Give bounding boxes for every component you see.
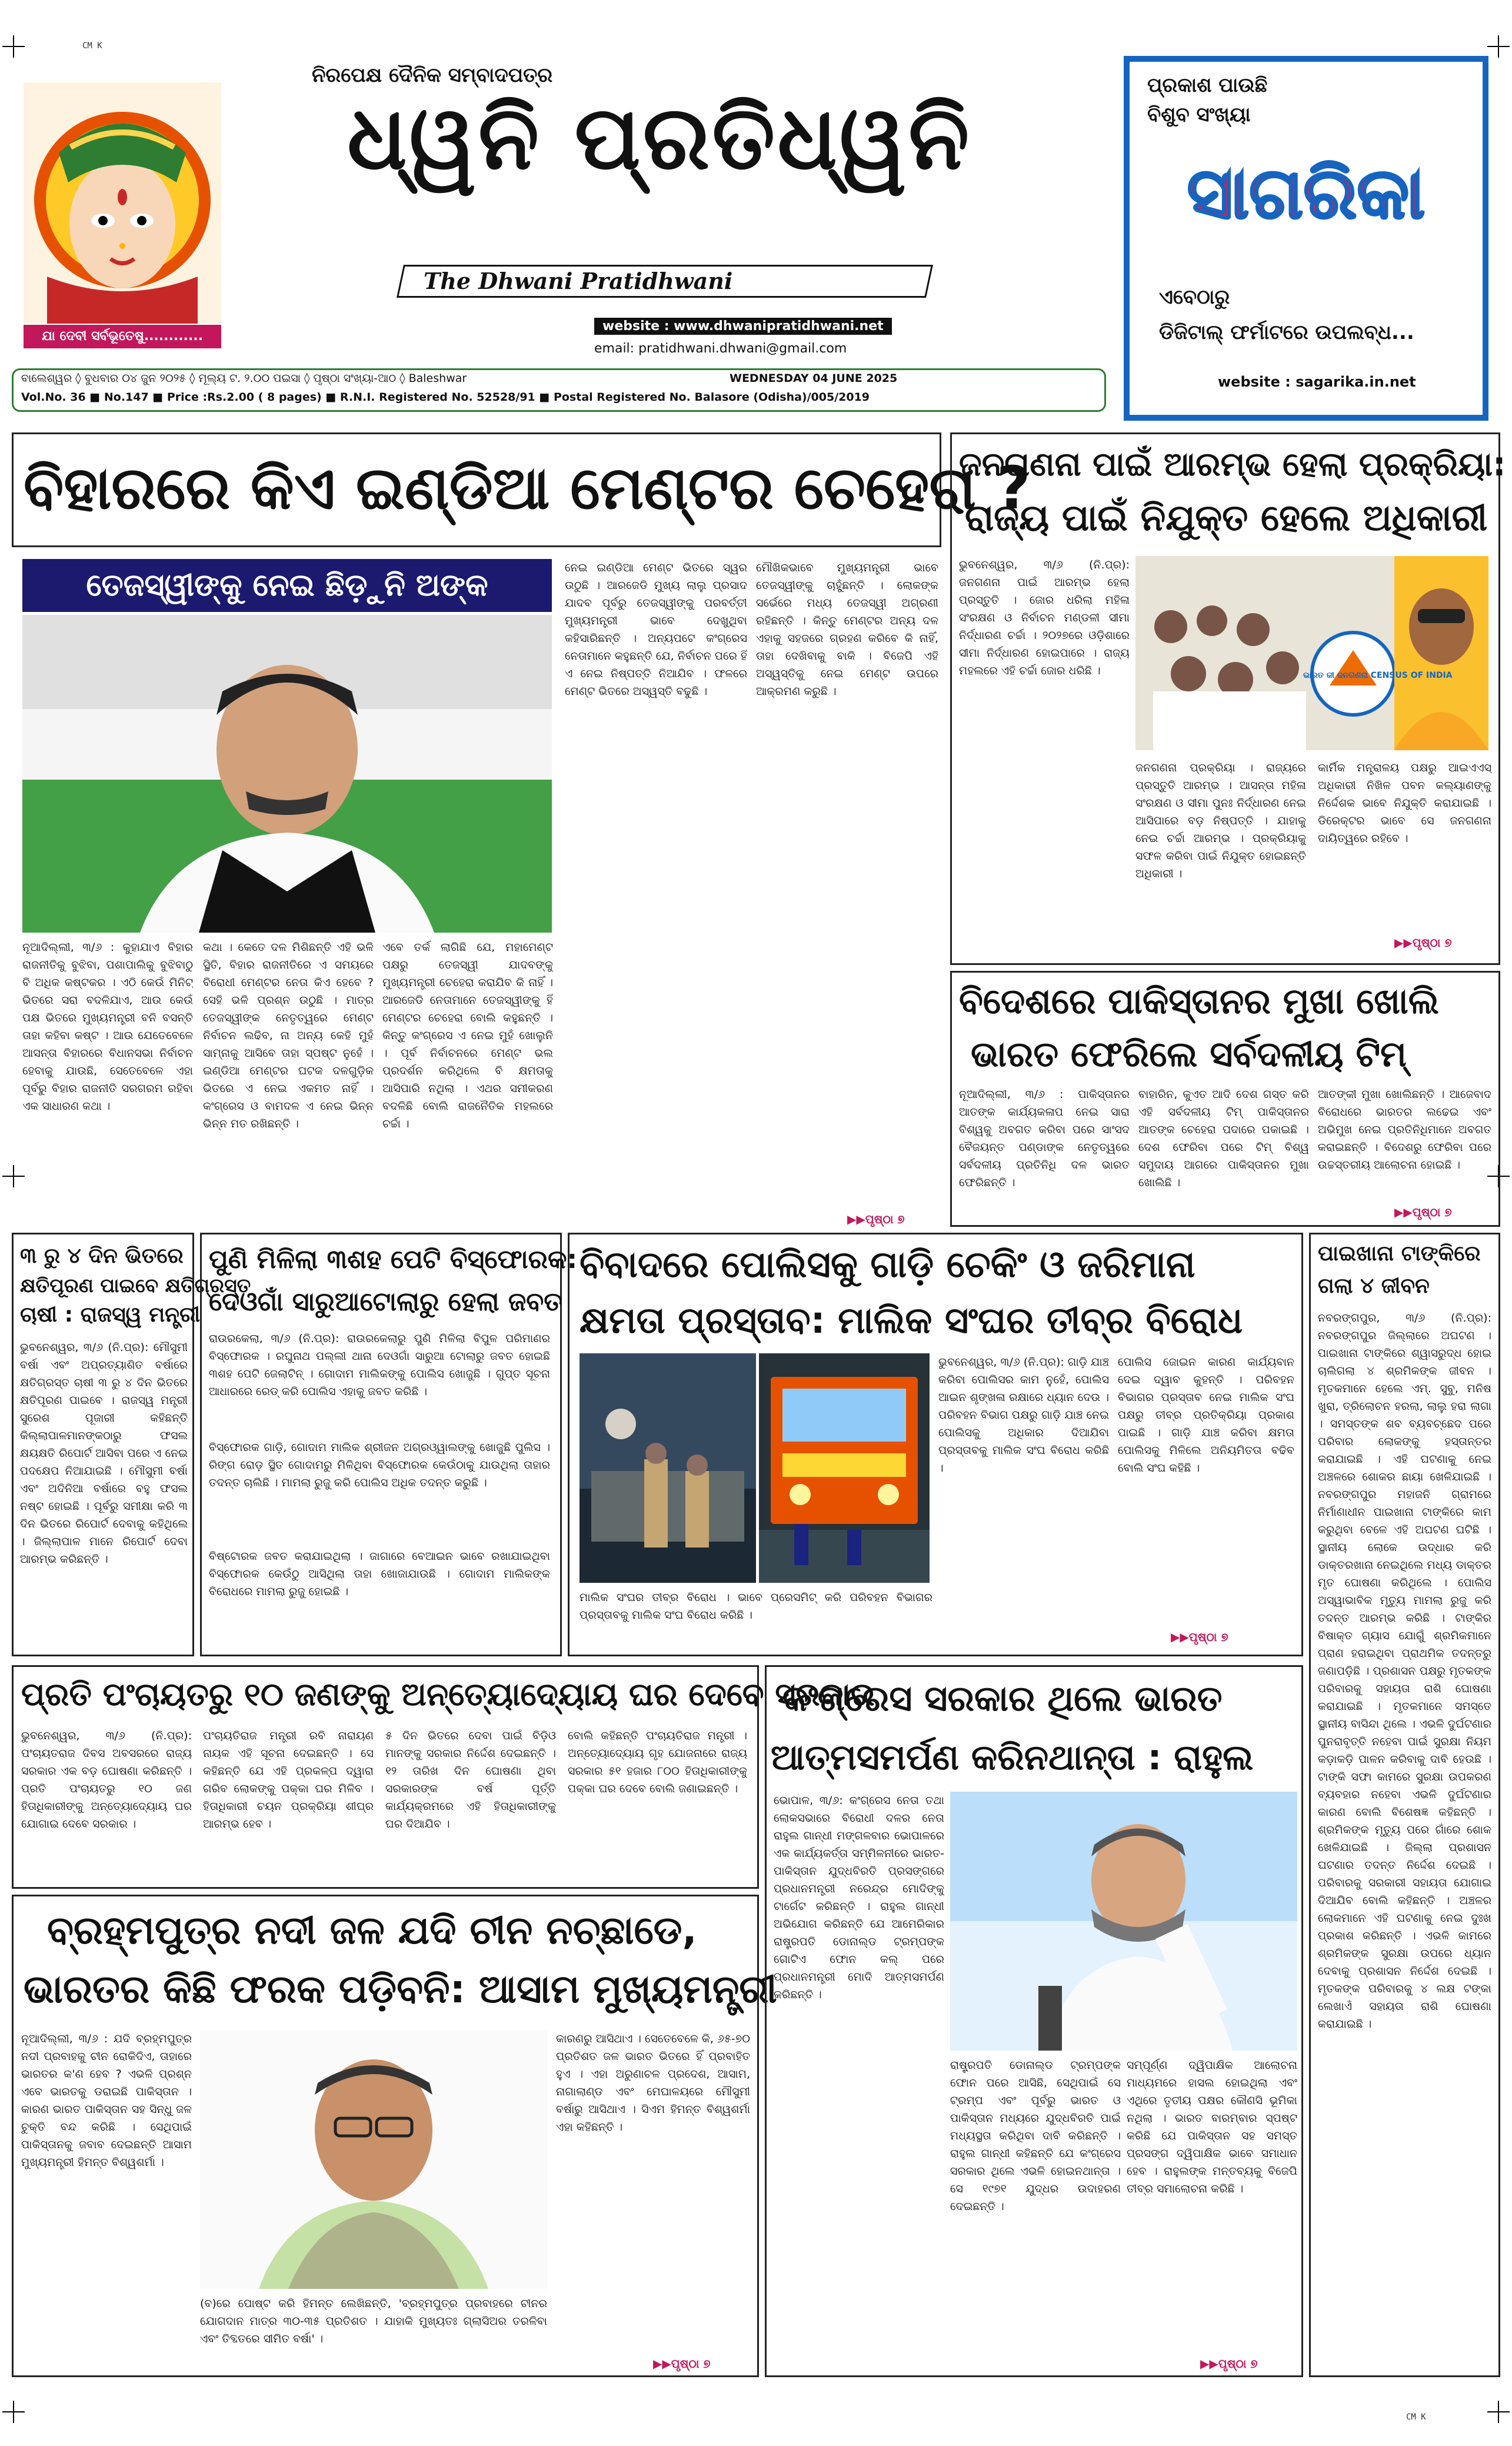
police-headline-line1: ବିବାଦରେ ପୋଲିସକୁ ଗାଡ଼ି ଚେକିଂ ଓ ଜରିମାନା bbox=[580, 1243, 1195, 1286]
sagarika-ad bbox=[1124, 56, 1488, 421]
rahul-headline-line1: କଂଗ୍ରେସ ସରକାର ଥିଲେ ଭାରତ bbox=[782, 1678, 1223, 1719]
bihar-col3: ଏବେ ତର୍କ ଲାଗିଛି ଯେ, ମହାମେଣ୍ଟ ପକ୍ଷରୁ ତେଜସ୍ୱୀ ଯାଦବଙ୍କୁ ମୁଖ୍ୟମନ୍ତ୍ରୀ ଚେହେରା କରାଯିବ କି ନାହିଁ । ଆରଜେଡି ନେତାମାନେ ତେଜସ୍ୱୀଙ୍କୁ ହିଁ ମେଣ୍ଟର ଚେହେରା ବୋଲି କହୁଛନ୍ତି । କିନ୍ତୁ କଂଗ୍ରେସ ଏ ନେଇ ମୁହଁ ଖୋଲୁନି । ପୂର୍ବ ନିର୍ବାଚନରେ ମେଣ୍ଟ ଭଲ ପ୍ରଦର୍ଶନ କରିଥିଲେ ବି କ୍ଷମତାକୁ ଆସିପାରି ନଥିଲା । ଏଥର ସମୀକରଣ ବଦଳିଛି ବୋଲି ରାଜନୈତିକ ମହଲରେ ଚର୍ଚ୍ଚା । bbox=[382, 941, 553, 1130]
sagarika-ad-line3: ଏବେଠାରୁ bbox=[1159, 285, 1230, 309]
registration-mark-top-left bbox=[2, 35, 25, 58]
pakistan-jump[interactable]: ▶▶ପୃଷ୍ଠା ୭ bbox=[1394, 1205, 1452, 1219]
tejashwi-photo bbox=[22, 615, 552, 933]
dateline-english: WEDNESDAY 04 JUNE 2025 bbox=[730, 372, 898, 385]
housing-headline: ପ୍ରତି ପଂଚାୟତରୁ ୧୦ ଜଣଙ୍କୁ ଅନ୍ତ୍ୟୋଦ୍ୟୋୟ ଘର ଦେବେ ସରକାର bbox=[21, 1676, 875, 1713]
toilet-body: ନବରଙ୍ଗପୁର, ୩/୬ (ନି.ପ୍ର): ନବରଙ୍ଗପୁର ଜିଲ୍ଲାରେ ଅଘଟଣ । ପାଇଖାନା ଟାଙ୍କିରେ ଶ୍ୱାସରୁଦ୍ଧ ହୋଇ ଚାଲିଗଲା ୪ ଶ୍ରମିକଙ୍କ ଜୀବନ । ମୃତକମାନେ ହେଲେ ଏମ୍. ସୁବୁ, ମନିଷ ଖୁରା, ତ୍ରିଲୋଚନ ହରଲା, ଲାଲୁ ହରା ଲାଗା । ସମସ୍ତଙ୍କ ଶବ ବ୍ୟବଚ୍ଛେଦ ପରେ ପରିବାର ଲୋକଙ୍କୁ ହସ୍ତାନ୍ତର କରାଯାଇଛି । ଏହି ଘଟଣାକୁ ନେଇ ଅଞ୍ଚଳରେ ଶୋକର ଛାୟା ଖେଳିଯାଇଛି । ନବରଙ୍ଗପୁର ମହାଜନି ଗ୍ରାମରେ ନିର୍ମାଣାଧୀନ ପାଇଖାନା ଟାଙ୍କିରେ କାମ କରୁଥିବା ବେଳେ ଏହି ଅଘଟଣ ଘଟିଛି । ସ୍ଥାନୀୟ ଲୋକେ ଉଦ୍ଧାର କରି ଡାକ୍ତରଖାନା ନେଇଥିଲେ ମଧ୍ୟ ଡାକ୍ତର ମୃତ ଘୋଷଣା କରିଥିଲେ । ପୋଲିସ ଅସ୍ୱାଭାବିକ ମୃତ୍ୟୁ ମାମଲା ରୁଜୁ କରି ତଦନ୍ତ ଆରମ୍ଭ କରିଛି । ଟାଙ୍କିର ବିଷାକ୍ତ ଗ୍ୟାସ ଯୋଗୁଁ ଶ୍ରମିକମାନେ ପ୍ରାଣ ହରାଇଥିବା ପ୍ରାଥମିକ ତଦନ୍ତରୁ ଜଣାପଡ଼ିଛି । ପ୍ରଶାସନ ପକ୍ଷରୁ ମୃତକଙ୍କ ପରିବାରକୁ ସହାୟତା ରାଶି ଘୋଷଣା କରାଯାଇଛି । ମୃତକମାନେ ସମସ୍ତେ ସ୍ଥାନୀୟ ବାସିନ୍ଦା ଥିଲେ । ଏଭଳି ଦୁର୍ଘଟଣାର ପୁନରାବୃତ୍ତି ନହେବା ପାଇଁ ସୁରକ୍ଷା ନିୟମ କଡ଼ାକଡ଼ି ପାଳନ କରିବାକୁ ଦାବି ହେଉଛି । ଟାଙ୍କି ସଫା କାମରେ ସୁରକ୍ଷା ଉପକରଣ ବ୍ୟବହାର ନହେବା ଏଭଳି ଦୁର୍ଘଟଣାର କାରଣ ବୋଲି ବିଶେଷଜ୍ଞ କହିଛନ୍ତି । ଶ୍ରମିକଙ୍କ ମୃତ୍ୟୁ ପରେ ଗାଁରେ ଶୋକ ଖେଳିଯାଇଛି । ଜିଲ୍ଲା ପ୍ରଶାସନ ଘଟଣାର ତଦନ୍ତ ନିର୍ଦ୍ଦେଶ ଦେଇଛି । ପରିବାରକୁ ସରକାରୀ ସହାୟତା ଯୋଗାଇ ଦିଆଯିବ ବୋଲି କହିଛନ୍ତି । ଅଞ୍ଚଳର ଲୋକମାନେ ଏହି ଘଟଣାକୁ ନେଇ ଦୁଃଖ ପ୍ରକାଶ କରିଛନ୍ତି । ଏଭଳି କାମରେ ଶ୍ରମିକଙ୍କ ସୁରକ୍ଷା ଉପରେ ଧ୍ୟାନ ଦେବାକୁ ପ୍ରଶାସନ ନିର୍ଦ୍ଦେଶ ଦେଇଛି । ମୃତକଙ୍କ ପରିବାରକୁ ୪ ଲକ୍ଷ ଟଙ୍କା ଲେଖାଏଁ ସହାୟତା ରାଶି ଘୋଷଣା କରାଯାଇଛି । bbox=[1318, 1312, 1491, 2031]
census-col2: ଜନଗଣନା ପ୍ରକ୍ରିୟା । ରାଜ୍ୟରେ ପ୍ରସ୍ତୁତି ଆରମ୍ଭ । ଆସନ୍ତା ମହିଳା ସଂରକ୍ଷଣ ଓ ସୀମା ପୁନଃ ନିର୍ଦ୍ଧାରଣ ନେଇ ଆସିପାରେ ବଡ଼ ନିଷ୍ପତ୍ତି । ଯାହାକୁ ନେଇ ଚର୍ଚ୍ଚା ଆରମ୍ଭ । ପ୍ରକ୍ରିୟାକୁ ସଫଳ କରିବା ପାଇଁ ନିଯୁକ୍ତ ହୋଇଛନ୍ତି ଅଧିକାରୀ । bbox=[1135, 761, 1306, 880]
pakistan-col2: ବାହାରିନ, କୁଏତ ଆଦି ଦେଶ ଗସ୍ତ କରି ଏହି ସର୍ବଦଳୀୟ ଟିମ୍ ପାକିସ୍ତାନର ଆତଙ୍କ ଚେହେରା ପଦାରେ ପକାଇଛି । ଦେଶ ଫେରିବା ପରେ ଟିମ୍ ବିଶ୍ୱ ସମୁଦାୟ ଆଗରେ ପାକିସ୍ତାନର ମୁଖା ଖୋଲିଛି । bbox=[1138, 1088, 1309, 1189]
census-col3: କାର୍ମିକ ମନ୍ତ୍ରାଳୟ ପକ୍ଷରୁ ଆଇଏଏସ୍ ଅଧିକାରୀ ନିଖିଳ ପବନ କଲ୍ୟାଣଙ୍କୁ ନିର୍ଦ୍ଦେଶକ ଭାବେ ନିଯୁକ୍ତି କରାଯାଇଛି । ଡିରେକ୍ଟର ଭାବେ ସେ ଜନଗଣନା ଦାୟିତ୍ୱରେ ରହିବେ । bbox=[1318, 761, 1491, 845]
toilet-headline-line1: ପାଇଖାନା ଟାଙ୍କିରେ bbox=[1318, 1242, 1481, 1266]
brahmaputra-jump[interactable]: ▶▶ପୃଷ୍ଠା ୭ bbox=[653, 2357, 711, 2371]
masthead-email[interactable]: email: pratidhwani.dhwani@gmail.com bbox=[594, 341, 847, 356]
housing-col4: ବୋଲି କହିଛନ୍ତି ପଂଚାୟତିରାଜ ମନ୍ତ୍ରୀ । ଅନ୍ତ୍ୟୋଦ୍ୟୋୟ ଗୃହ ଯୋଜନାରେ ରାଜ୍ୟ ସରକାର ୫୧ ହଜାର ୮୦୦ ହିତାଧିକାରୀଙ୍କୁ ପକ୍କା ଘର ଦେବେ ବୋଲି ଜଣାଇଛନ୍ତି । bbox=[568, 1729, 747, 1795]
bihar-col4: ନେଇ ଇଣ୍ଡିଆ ମେଣ୍ଟ ଭିତରେ ସ୍ୱର ଉଠୁଛି । ଆରଜେଡି ମୁଖ୍ୟ ଲାଲୁ ପ୍ରସାଦ ଯାଦବ ପୂର୍ବରୁ ତେଜସ୍ୱୀଙ୍କୁ ପରବର୍ତ୍ତୀ ମୁଖ୍ୟମନ୍ତ୍ରୀ ଭାବେ ଦେଖୁଥିବା କହିସାରିଛନ୍ତି । ଅନ୍ୟପଟେ କଂଗ୍ରେସ ନେତାମାନେ କହୁଛନ୍ତି ଯେ, ନିର୍ବାଚନ ପରେ ହିଁ ଏ ନେଇ ନିଷ୍ପତ୍ତି ନିଆଯିବ । ଫଳରେ ମେଣ୍ଟ ଭିତରେ ଅସ୍ୱସ୍ତି ବଢୁଛି । bbox=[565, 561, 747, 698]
blast-col1: ରାଉରକେଲା, ୩/୬ (ନି.ପ୍ର): ରାଉରକେଲାରୁ ପୁଣି ମିଳିଲା ବିପୁଳ ପରିମାଣର ବିସ୍ଫୋରକ । ରଘୁନାଥ ପଲ୍ଲୀ ଥାନା ଦେଓଗାଁ ସାରୁଆ ଟୋଲାରୁ ଜବତ ହୋଇଛି ୩ଶହ ପେଟି ଜେଲାଟିନ୍ । ଗୋଦାମ ମାଲିକଙ୍କୁ ପୋଲିସ ଖୋଜୁଛି । ଗୁପ୍ତ ସୂଚନା ଆଧାରରେ ରେଡ୍ କରି ପୋଲିସ ଏହାକୁ ଜବତ କରିଛି । bbox=[209, 1332, 550, 1398]
farmer-headline-line1: ୩ ରୁ ୪ ଦିନ ଭିତରେ bbox=[20, 1244, 184, 1268]
police-checking-photo bbox=[580, 1353, 756, 1583]
rahul-col3: ସମ୍ପୂର୍ଣ୍ଣ ଦ୍ୱିପାକ୍ଷିକ ଆଲୋଚନା ମାଧ୍ୟମରେ ହାସଲ ହୋଇଥିଲା ଏବଂ ଏଥିରେ ତୃତୀୟ ପକ୍ଷର କୌଣସି ଭୂମିକା ନଥିଲା । ଭାରତ ବାରମ୍ବାର ସ୍ପଷ୍ଟ କରିଛି ଯେ ପାକିସ୍ତାନ ସହ ସମସ୍ତ ପ୍ରସଙ୍ଗ ଦ୍ୱିପାକ୍ଷିକ ଭାବେ ସମାଧାନ ହେବ । ରାହୁଲଙ୍କ ମନ୍ତବ୍ୟକୁ ବିଜେପି ତୀବ୍ର ସମାଲୋଚନା କରିଛି । bbox=[1127, 2059, 1297, 2195]
police-jump[interactable]: ▶▶ପୃଷ୍ଠା ୭ bbox=[1171, 1630, 1228, 1644]
bihar-col2: କଥା । କେତେ ଦଳ ମିଶିଛନ୍ତି ଏହି ଭଳି ସ୍ଥିତି, ବିହାର ରାଜନୀତିରେ ଏ ସମୟରେ ବିରୋଧୀ ମେଣ୍ଟର ନେତା କିଏ ହେବେ ? ସେହି ଭଳି ପ୍ରଶ୍ନ ଉଠୁଛି । ମାତ୍ର ତେଜସ୍ୱୀଙ୍କ ନେତୃତ୍ୱରେ ମେଣ୍ଟ ନିର୍ବାଚନ ଲଢିବ, ନା ଅନ୍ୟ କେହି ମୁହଁ ସାମ୍ନାକୁ ଆସିବେ ତାହା ସ୍ପଷ୍ଟ ନୁହେଁ । ଇଣ୍ଡିଆ ମେଣ୍ଟର ଘଟକ ଦଳଗୁଡ଼ିକ ଭିତରେ ଏ ନେଇ ଏକମତ ନାହିଁ । କଂଗ୍ରେସ ଓ ବାମଦଳ ଏ ନେଇ ଭିନ୍ନ ଭିନ୍ନ ମତ ରଖିଛନ୍ତି । bbox=[203, 941, 374, 1130]
police-caption: ମାଲିକ ସଂଘର ତୀବ୍ର ବିରୋଧ । ଭାବେ ପ୍ରେସମିଟ୍ କରି ପରିବହନ ବିଭାଗର ପ୍ରସ୍ତାବକୁ ମାଲିକ ସଂଘ ବିରୋଧ କରିଛି । bbox=[580, 1591, 932, 1622]
rahul-photo bbox=[950, 1792, 1297, 2051]
sagarika-ad-line1: ପ୍ରକାଶ ପାଉଛି bbox=[1147, 74, 1268, 97]
housing-col2: ପଂଚାୟତିରାଜ ମନ୍ତ୍ରୀ ରବି ନାରାୟଣ ନାୟକ ଏହି ସୂଚନା ଦେଇଛନ୍ତି । ସେ କହିଛନ୍ତି ଯେ ଏହି ପ୍ରକଳ୍ପ ଦ୍ୱାରା ଗରିବ ଲୋକଙ୍କୁ ପକ୍କା ଘର ମିଳିବ । ହିତାଧିକାରୀ ଚୟନ ପ୍ରକ୍ରିୟା ଶୀଘ୍ର ଆରମ୍ଭ ହେବ । bbox=[203, 1729, 374, 1831]
blast-headline-line1: ପୁଣି ମିଳିଲା ୩ଶହ ପେଟି ବିସ୍ଫୋରକ: bbox=[209, 1244, 578, 1274]
blast-headline-line2: ଦେଓଗାଁ ସାରୁଆଟୋଲାରୁ ହେଲା ଜବତ bbox=[209, 1287, 562, 1317]
census-logo-text: ଭାରତ କୀ ଜନଗଣନା CENSUS OF INDIA bbox=[1303, 671, 1453, 680]
rahul-col1: ଭୋପାଳ, ୩/୬: କଂଗ୍ରେସ ନେତା ତଥା ଲୋକସଭାରେ ବିରୋଧୀ ଦଳର ନେତା ରାହୁଲ ଗାନ୍ଧୀ ମଙ୍ଗଳବାର ଭୋପାଳରେ ଏକ କାର୍ଯ୍ୟକର୍ତ୍ତା ସମ୍ମିଳନୀରେ ଭାରତ-ପାକିସ୍ତାନ ଯୁଦ୍ଧବିରତି ପ୍ରସଙ୍ଗରେ ପ୍ରଧାନମନ୍ତ୍ରୀ ନରେନ୍ଦ୍ର ମୋଦିଙ୍କୁ ଟାର୍ଗେଟ କରିଛନ୍ତି । ରାହୁଲ ଗାନ୍ଧୀ ଅଭିଯୋଗ କରିଛନ୍ତି ଯେ ଆମେରିକାର ରାଷ୍ଟ୍ରପତି ଡୋନାଲ୍ଡ ଟ୍ରମ୍ପଙ୍କ ଗୋଟିଏ ଫୋନ କଲ୍ ପରେ ପ୍ରଧାନମନ୍ତ୍ରୀ ମୋଦି ଆତ୍ମସମର୍ପଣ କରିଛନ୍ତି । bbox=[774, 1794, 944, 2001]
housing-col3: ୫ ଦିନ ଭିତରେ ଦେବା ପାଇଁ ବିଡ଼ିଓ ମାନଙ୍କୁ ସରକାର ନିର୍ଦ୍ଦେଶ ଦେଇଛନ୍ତି । ୧୨ ତାରିଖ ଦିନ ଘୋଷଣା ଥିବା ସରକାରଙ୍କ ବର୍ଷ ପୂର୍ତ୍ତି କାର୍ଯ୍ୟକ୍ରମରେ ଏହି ହିତାଧିକାରୀଙ୍କୁ ଘର ଦିଆଯିବ । bbox=[385, 1729, 556, 1831]
sagarika-website[interactable]: website : sagarika.in.net bbox=[1218, 374, 1416, 390]
farmer-headline-line3: ଚାଷୀ : ରାଜସ୍ୱ ମନ୍ତ୍ରୀ bbox=[20, 1303, 201, 1327]
rahul-jump[interactable]: ▶▶ପୃଷ୍ଠା ୭ bbox=[1200, 2357, 1258, 2371]
brahmaputra-col1: ନୂଆଦିଲ୍ଲୀ, ୩/୬ : ଯଦି ବ୍ରହ୍ମପୁତ୍ର ନଦୀ ପ୍ରବାହକୁ ଚୀନ ରୋକିଦିଏ, ତାହାରେ ଭାରତର କ'ଣ ହେବ ? ଏଭଳି ପ୍ରଶ୍ନ ଏବେ ଭାରତକୁ ଡରାଇଛି ପାକିସ୍ତାନ । କାରଣ ଭାରତ ପାକିସ୍ତାନ ସହ ସିନ୍ଧୁ ଜଳ ଚୁକ୍ତି ବନ୍ଦ କରିଛି । ସେଥିପାଇଁ ପାକିସ୍ତାନକୁ ଜବାବ ଦେଇଛନ୍ତି ଆସାମ ମୁଖ୍ୟମନ୍ତ୍ରୀ ହିମନ୍ତ ବିଶ୍ୱଶର୍ମା । bbox=[21, 2032, 192, 2169]
police-col1: ଭୁବନେଶ୍ୱର, ୩/୬ (ନି.ପ୍ର): ଗାଡ଼ି ଯାଞ୍ଚ କରିବା ପୋଲିସର କାମ ନୁହେଁ, ପୋଲିସ ଆଇନ ଶୃଙ୍ଖଳା ରକ୍ଷାରେ ଧ୍ୟାନ ଦେଉ । ପରିବହନ ବିଭାଗ ପକ୍ଷରୁ ଗାଡ଼ି ଯାଞ୍ଚ ନେଇ ପୋଲିସକୁ ଅଧିକାର ଦିଆଯିବା ପ୍ରସ୍ତାବକୁ ମାଲିକ ସଂଘ ବିରୋଧ କରିଛି । bbox=[938, 1356, 1109, 1475]
pakistan-col1: ନୂଆଦିଲ୍ଲୀ, ୩/୬ : ପାକିସ୍ତାନର ଆତଙ୍କ କାର୍ଯ୍ୟକଳାପ ନେଇ ସାରା ବିଶ୍ୱକୁ ଅବଗତ କରିବା ପରେ ସାଂସଦ ବୈଜୟନ୍ତ ପଣ୍ଡାଙ୍କ ନେତୃତ୍ୱରେ ସର୍ବଦଳୀୟ ପ୍ରତିନିଧି ଦଳ ଭାରତ ଫେରିଛନ୍ତି । bbox=[959, 1088, 1130, 1189]
bihar-col1: ନୂଆଦିଲ୍ଲୀ, ୩/୬ : କୁହାଯାଏ ବିହାର ରାଜନୀତିକୁ ବୁଝିବା, ପଶାପାଲିକୁ ବୁଝିବାଠୁ ବି ଅଧିକ କଷ୍ଟକର । ଏଠି କେଉଁ ମିନିଟ୍ ଭିତରେ ସରା ବଦଳିଯାଏ, ଆଉ କେଉଁ ପକ୍ଷ ଭିତରେ ମୁଖ୍ୟମନ୍ତ୍ରୀ ବନି ବସନ୍ତି ତାହା କହିବା କଷ୍ଟ । ଆଉ ଯେତେବେଳେ ଆସନ୍ତା ବିହାରରେ ବିଧାନସଭା ନିର୍ବାଚନ ହେବାକୁ ଯାଉଛି, ସେତେବେଳେ ଏହା ପୂର୍ବରୁ ବିହାର ରାଜନୀତି ସରଗରମ ରହିବା ଏକ ସାଧାରଣ କଥା । bbox=[22, 941, 193, 1113]
housing-col1: ଭୁବନେଶ୍ୱର, ୩/୬ (ନି.ପ୍ର): ପଂଚାୟତରାଜ ଦିବସ ଅବସରରେ ରାଜ୍ୟ ସରକାର ଏକ ବଡ଼ ଘୋଷଣା କରିଛନ୍ତି । ପ୍ରତି ପଂଚାୟତରୁ ୧୦ ଜଣ ହିତାଧିକାରୀଙ୍କୁ ଅନ୍ତ୍ୟୋଦ୍ୟୋୟ ଘର ଯୋଗାଇ ଦେବେ ସରକାର । bbox=[21, 1729, 192, 1831]
goddess-caption: ଯା ଦେବୀ ସର୍ବଭୂତେଷୁ............ bbox=[24, 325, 221, 348]
sagarika-logo: ସାଗରିକା bbox=[1187, 153, 1426, 235]
himanta-photo bbox=[200, 2030, 547, 2289]
bihar-col5: ମୌଖିକଭାବେ ମୁଖ୍ୟମନ୍ତ୍ରୀ ଭାବେ ତେଜସ୍ୱୀଙ୍କୁ ଚାହୁଁଛନ୍ତି । ଲୋକଙ୍କ ସର୍ଭେରେ ମଧ୍ୟ ତେଜସ୍ୱୀ ଅଗ୍ରଣୀ ରହିଛନ୍ତି । କିନ୍ତୁ ମେଣ୍ଟର ଅନ୍ୟ ଦଳ ଏହାକୁ ସହଜରେ ଗ୍ରହଣ କରିବେ କି ନାହିଁ, ତାହା ଦେଖିବାକୁ ବାକି । ବିଜେପି ଏହି ଅସ୍ୱସ୍ତିକୁ ନେଇ ମେଣ୍ଟ ଉପରେ ଆକ୍ରମଣ କରୁଛି । bbox=[756, 561, 938, 698]
sagarika-ad-line2: ବିଶୁବ ସଂଖ୍ୟା bbox=[1147, 103, 1251, 127]
pakistan-col3: ଆତଙ୍କୀ ମୁଖା ଖୋଲିଛନ୍ତି । ଆଜେବାଦ ବିରୋଧରେ ଭାରତର ଲଢେଇ ଏବଂ ଅଭିମୁଖ ନେଇ ପ୍ରତିନିଧିମାନେ ଅବଗତ କରାଇଛନ୍ତି । ବିଦେଶରୁ ଫେରିବା ପରେ ଉଚ୍ଚସ୍ତରୀୟ ଆଲୋଚନା ହୋଇଛି । bbox=[1318, 1088, 1491, 1172]
registration-mark-bottom-right bbox=[1487, 2401, 1510, 2423]
census-headline-line1: ଜନଗଣନା ପାଇଁ ଆରମ୍ଭ ହେଲା ପ୍ରକ୍ରିୟା: bbox=[959, 445, 1506, 484]
blast-col2: ବିସ୍ଫୋରକ ଗାଡ଼ି, ଗୋଦାମ ମାଲିକ ଶ୍ରୀଜନ ଅଗ୍ରଓ୍ୱାଲଙ୍କୁ ଖୋଜୁଛି ପୁଲିସ । ରିଙ୍ଗ ରୋଡ଼ ସ୍ଥିତ ଗୋଦାମରୁ ମିଳିଥିବା ବିସ୍ଫୋରକ କେଉଁଠାକୁ ଯାଉଥିଲା ତାହାର ତଦନ୍ତ ଚାଲିଛି । ମାମଲା ରୁଜୁ କରି ପୋଲିସ ଅଧିକ ତଦନ୍ତ କରୁଛି । bbox=[209, 1441, 550, 1489]
masthead-tagline: ନିରପେକ୍ଷ ଦୈନିକ ସମ୍ବାଦପତ୍ର bbox=[312, 64, 553, 87]
brahmaputra-headline-line1: ବ୍ରହ୍ମପୁତ୍ର ନଦୀ ଜଳ ଯଦି ଚୀନ ନଚ୍ଛାଡେ, bbox=[47, 1908, 697, 1953]
bihar-subhead: ତେଜସ୍ୱୀଙ୍କୁ ନେଇ ଛିଡ଼ୁନି ଅଙ୍କ bbox=[22, 559, 552, 612]
goddess-portrait bbox=[24, 82, 221, 324]
census-headline-line2: ରାଜ୍ୟ ପାଇଁ ନିଯୁକ୍ତ ହେଲେ ଅଧିକାରୀ bbox=[965, 496, 1488, 539]
masthead-title: ଧ୍ୱନି ପ୍ରତିଧ୍ୱନି bbox=[347, 87, 972, 189]
brahmaputra-col2: କାରଣରୁ ଆସିଥାଏ । ସେତେବେଳେ କି, ୬୫-୭୦ ପ୍ରତିଶତ ଜଳ ଭାରତ ଭିତରେ ହିଁ ପ୍ରବାହିତ ହୁଏ । ଏହା ଅରୁଣାଚଳ ପ୍ରଦେଶ, ଆସାମ, ନାଗାଲାଣ୍ଡ ଏବଂ ମେଘାଳୟରେ ମୌସୁମୀ ବର୍ଷାରୁ ଆସିଥାଏ । ସିଏମ ହିମନ୍ତ ବିଶ୍ୱଶର୍ମା ଏହା କହିଛନ୍ତି । bbox=[556, 2032, 750, 2134]
police-headline-line2: କ୍ଷମତା ପ୍ରସ୍ତାବ: ମାଲିକ ସଂଘର ତୀବ୍ର ବିରୋଧ bbox=[580, 1299, 1243, 1342]
brahmaputra-headline-line2: ଭାରତର କିଛି ଫରକ ପଡ଼ିବନି: ଆସାମ ମୁଖ୍ୟମନ୍ତ୍ରୀ bbox=[24, 1966, 777, 2012]
rahul-headline-line2: ଆତ୍ମସମର୍ପଣ କରିନଥାନ୍ତା : ରାହୁଲ bbox=[771, 1737, 1254, 1778]
bihar-headline: ବିହାରରେ କିଏ ଇଣ୍ଡିଆ ମେଣ୍ଟର ଚେହେରା ? bbox=[24, 454, 1031, 523]
police-col2: ପୋଲିସ ଜୋଇନ କାରଣ କାର୍ଯ୍ୟବାନ ଦେଇ ଦ୍ୱାବ କୁହନ୍ତି । ପରିବହନ ବିଭାଗର ପ୍ରସ୍ତାବ ନେଇ ମାଲିକ ସଂଘ ପକ୍ଷରୁ ତୀବ୍ର ପ୍ରତିକ୍ରିୟା ପ୍ରକାଶ ପାଇଛି । ଗାଡ଼ି ଯାଞ୍ଚ କରିବା କ୍ଷମତା ପୋଲିସକୁ ମିଳିଲେ ଅନିୟମିତତା ବଢିବ ବୋଲି ସଂଘ କହିଛି । bbox=[1118, 1356, 1294, 1475]
census-col1: ଭୁବନେଶ୍ୱର, ୩/୬ (ନି.ପ୍ର): ଜନଗଣନା ପାଇଁ ଆରମ୍ଭ ହେଲା ପ୍ରସ୍ତୁତି । ଜୋର ଧରିଲା ମହିଳା ସଂରକ୍ଷଣ ଓ ନିର୍ବାଚନ ମଣ୍ଡଳୀ ସୀମା ନିର୍ଦ୍ଧାରଣ ଚର୍ଚ୍ଚା । ୨୦୨୭ରେ ଓଡ଼ିଶାରେ ସୀମା ନିର୍ଦ୍ଧାରଣ ହୋଇପାରେ । ରାଜ୍ୟ ମହଲରେ ଏହି ଚର୍ଚ୍ଚା ଜୋର ଧରିଛି । bbox=[959, 558, 1130, 677]
registration-line: Vol.No. 36 ■ No.147 ■ Price :Rs.2.00 ( 8 pages) ■ R.N.I. Registered No. 52528/91 ■ Postal Registered No. Balasore (Odisha)/005/2019 bbox=[21, 391, 870, 404]
masthead-website[interactable]: website : www.dhwanipratidhwani.net bbox=[594, 318, 892, 335]
farmer-body: ଭୁବନେଶ୍ୱର, ୩/୬ (ନି.ପ୍ର): ମୌସୁମୀ ବର୍ଷା ଏବଂ ଅପ୍ରତ୍ୟାଶିତ ବର୍ଷାରେ କ୍ଷତିଗ୍ରସ୍ତ ଚାଷୀ ୩ ରୁ ୪ ଦିନ ଭିତରେ କ୍ଷତିପୂରଣ ପାଇବେ । ରାଜସ୍ୱ ମନ୍ତ୍ରୀ ସୁରେଶ ପୂଜାରୀ କହିଛନ୍ତି କିଲ୍ଲାପାଳମାନଙ୍କଠାରୁ ଫସଲ କ୍ଷୟକ୍ଷତି ରିପୋର୍ଟ ଆସିବା ପରେ ଏ ନେଇ ପଦକ୍ଷେପ ନିଆଯାଇଛି । ମୌସୁମୀ ବର୍ଷା ଏବଂ ଅଦିନିଆ ବର୍ଷାରେ ବହୁ ଫସଲ ନଷ୍ଟ ହୋଇଛି । ପୂର୍ବରୁ ସମୀକ୍ଷା କରି ୩ ଦିନ ଭିତରେ ରିପୋର୍ଟ ଦେବାକୁ କହିଥିଲେ । ଜିଲ୍ଲାପାଳ ମାନେ ରିପୋର୍ଟ ଦେବା ଆରମ୍ଭ କରିଛନ୍ତି । bbox=[20, 1341, 188, 1566]
registration-mark-bottom-left bbox=[2, 2401, 25, 2423]
pakistan-headline-line1: ବିଦେଶରେ ପାକିସ୍ତାନର ମୁଖା ଖୋଲି bbox=[959, 981, 1439, 1022]
color-mark-top: CM K bbox=[82, 41, 102, 51]
registration-mark-mid-left bbox=[2, 1165, 25, 1187]
color-mark-bottom: CM K bbox=[1406, 2412, 1426, 2422]
masthead-english-title: The Dhwani Pratidhwani bbox=[424, 268, 733, 294]
bihar-jump[interactable]: ▶▶ପୃଷ୍ଠା ୭ bbox=[847, 1212, 905, 1226]
dateline-odia: ବାଲେଶ୍ୱର ◊ ବୁଧବାର ୦୪ ଜୁନ ୨୦୨୫ ◊ ମୂଲ୍ୟ ଟ. ୨.୦୦ ପଇସା ◊ ପୃଷ୍ଠା ସଂଖ୍ୟା-ଆଠ ◊ Baleshwar bbox=[21, 372, 467, 385]
toilet-headline-line2: ଗଲା ୪ ଜୀବନ bbox=[1318, 1274, 1430, 1298]
pakistan-headline-line2: ଭାରତ ଫେରିଲେ ସର୍ବଦଳୀୟ ଟିମ୍ bbox=[971, 1034, 1407, 1075]
brahmaputra-caption: (ବ)ରେ ପୋଷ୍ଟ କରି ହିମନ୍ତ ଲେଖିଛନ୍ତି, 'ବ୍ରହ୍ମପୁତ୍ର ପ୍ରବାହରେ ଚୀନର ଯୋଗଦାନ ମାତ୍ର ୩୦-୩୫ ପ୍ରତିଶତ । ଯାହାକି ମୁଖ୍ୟତଃ ଗ୍ଲାସିଅର ତରଳିବା ଏବଂ ତିବ୍ଦତରେ ସୀମିତ ବର୍ଷା' । bbox=[200, 2297, 547, 2345]
rahul-col2: ରାଷ୍ଟ୍ରପତି ଡୋନାଲ୍ଡ ଟ୍ରମ୍ପଙ୍କ ଫୋନ ପରେ ଆସିଛି, ସେଥିପାଇଁ ସେ ଟ୍ରମ୍ପ ଏବଂ ପୂର୍ବରୁ ଭାରତ ଓ ପାକିସ୍ତାନ ମଧ୍ୟରେ ଯୁଦ୍ଧବିରତି ପାଇଁ ମଧ୍ୟସ୍ଥତା କରିଥିବା ଦାବି କରିଛନ୍ତି । ରାହୁଲ ଗାନ୍ଧୀ କହିଛନ୍ତି ଯେ କଂଗ୍ରେସ ସରକାର ଥିଲେ ଏଭଳି ହୋଇନଥାନ୍ତା । ସେ ୧୯୭୧ ଯୁଦ୍ଧର ଉଦାହରଣ ଦେଇଛନ୍ତି । bbox=[950, 2059, 1121, 2213]
registration-mark-top-right bbox=[1487, 35, 1510, 58]
farmer-headline-line2: କ୍ଷତିପୂରଣ ପାଇବେ କ୍ଷତିଗ୍ରସ୍ତ bbox=[20, 1274, 251, 1297]
blast-col3: ବିଷ୍ଟୋରକ ଜବତ କରାଯାଇଥିଲା । ଜାଗାରେ ବେଆଇନ ଭାବେ ରଖାଯାଇଥିବା ବିସ୍ଫୋରକ କେଉଁଠୁ ଆସିଥିଲା ତାହା ଖୋଜାଯାଉଛି । ଗୋଦାମ ମାଲିକଙ୍କ ବିରୋଧରେ ମାମଲା ରୁଜୁ ହୋଇଛି । bbox=[209, 1550, 550, 1598]
sagarika-ad-line4: ଡିଜିଟାଲ୍ ଫର୍ମାଟରେ ଉପଲବ୍ଧ... bbox=[1159, 321, 1414, 344]
census-jump[interactable]: ▶▶ପୃଷ୍ଠା ୭ bbox=[1394, 936, 1452, 950]
police-truck-photo bbox=[759, 1353, 930, 1583]
census-photo bbox=[1135, 556, 1488, 750]
